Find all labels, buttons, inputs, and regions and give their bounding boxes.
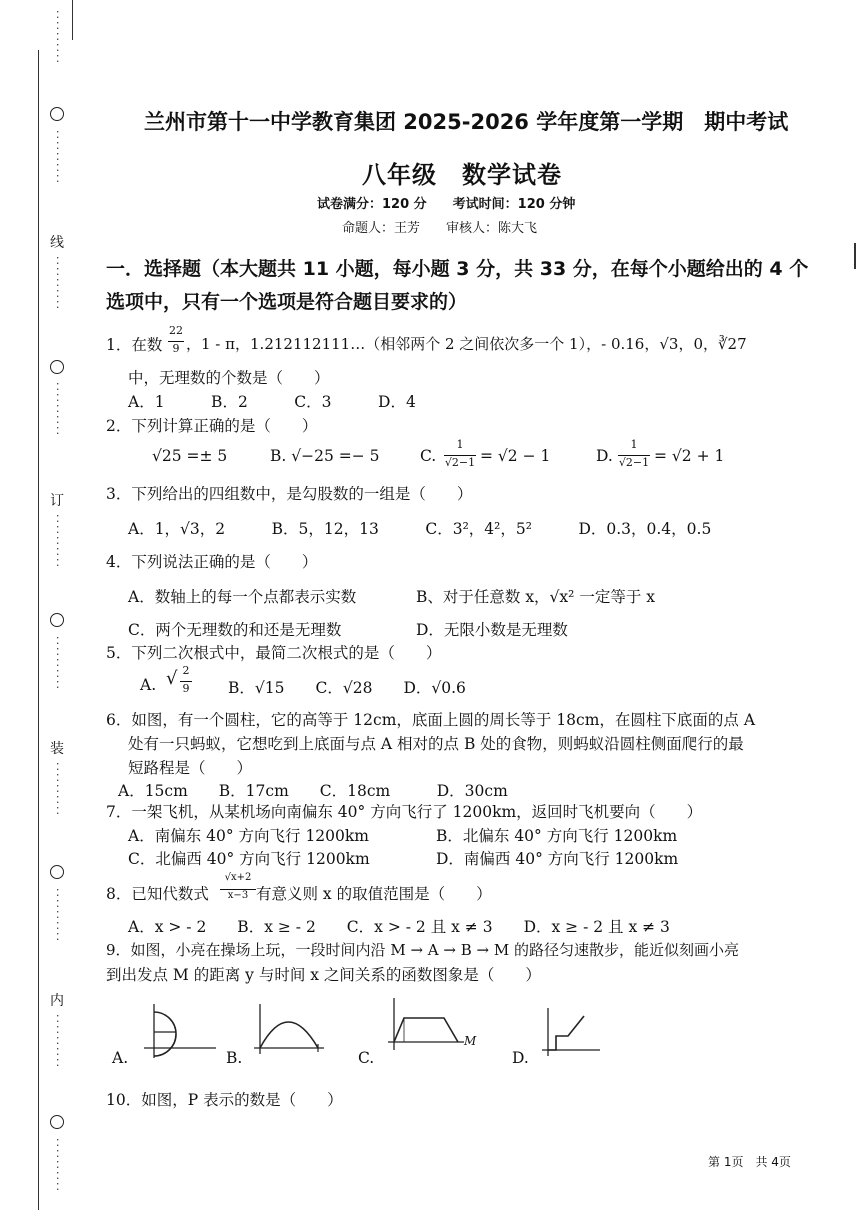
q7-stem: 7．一架飞机，从某机场向南偏东 40° 方向飞行了 1200km，返回时飞机要向（ ）	[106, 803, 703, 821]
q9-stem-2: 到出发点 M 的距离 y 与时间 x 之间关系的函数图象是（ ）	[106, 966, 541, 984]
q8-stem-a: 8．已知代数式	[106, 885, 209, 903]
q7-option-a: A．南偏东 40° 方向飞行 1200km	[128, 827, 369, 845]
q7-option-d: D．南偏西 40° 方向飞行 1200km	[436, 850, 679, 868]
q5-options: B．√15 C．√28 D．√0.6	[228, 679, 466, 697]
q9-graph-b	[248, 1000, 328, 1060]
q1-frac-den: 9	[168, 341, 184, 355]
binding-dots: ··········	[51, 762, 64, 817]
q1-options: A．1 B．2 C．3 D．4	[128, 393, 416, 411]
q9-graph-b-label: B.	[226, 1049, 243, 1067]
q2-option-a: √25 =± 5	[152, 447, 228, 465]
q9-graph-a-label: A.	[112, 1049, 129, 1067]
binding-dots: ··········	[51, 888, 64, 943]
q4-option-a: A．数轴上的每一个点都表示实数	[128, 588, 357, 606]
q6-stem-1: 6．如图，有一个圆柱，它的高等于 12cm，底面上圆的周长等于 18cm，在圆柱下底面的点 A	[106, 711, 756, 729]
q10-stem: 10．如图，P 表示的数是（ ）	[106, 1091, 343, 1109]
margin-char-nei: 内	[50, 993, 64, 1009]
binding-circle	[50, 360, 64, 374]
exam-subtitle: 八年级 数学试卷	[362, 161, 562, 189]
q8-options: A．x > - 2 B．x ≥ - 2 C．x > - 2 且 x ≠ 3 D．x ≥ - 2 且 x ≠ 3	[128, 918, 670, 936]
q2-option-d-expr: = √2 + 1	[654, 447, 725, 465]
exam-title: 兰州市第十一中学教育集团 2025-2026 学年度第一学期 期中考试	[144, 110, 789, 134]
q2-d-frac-den: √2−1	[618, 456, 650, 469]
q1-stem-a: 1．在数	[106, 336, 163, 354]
q9-graph-c-m-label: M	[464, 1034, 477, 1048]
binding-dots: ··········	[51, 514, 64, 569]
q5-option-a-label: A.	[140, 676, 157, 694]
q1-frac-num: 22	[169, 324, 183, 337]
q9-graph-c-label: C.	[358, 1049, 375, 1067]
q4-option-d: D．无限小数是无理数	[416, 621, 568, 639]
binding-circle	[50, 865, 64, 879]
exam-score-time: 试卷满分：120 分 考试时间：120 分钟	[317, 197, 576, 212]
binding-line-top	[72, 0, 73, 40]
q8-stem-b: 有意义则 x 的取值范围是（ ）	[256, 885, 492, 903]
q4-option-b: B、对于任意数 x，√x² 一定等于 x	[416, 588, 655, 606]
page-number: 第 1页 共 4页	[708, 1155, 791, 1169]
section-heading: 一．选择题（本大题共 11 小题，每小题 3 分，共 33 分，在每个小题给出的 4 个	[106, 258, 809, 280]
q7-option-b: B．北偏东 40° 方向飞行 1200km	[436, 827, 678, 845]
binding-circle	[50, 613, 64, 627]
q6-options: A．15cm B．17cm C．18cm D．30cm	[118, 782, 508, 800]
q2-option-c-label: C.	[420, 447, 437, 465]
q9-graph-a	[140, 1000, 220, 1064]
q1-stem-b: ，1 - π，1.212112111…（相邻两个 2 之间依次多一个 1），- 0.16，√3，0，∛27	[186, 335, 747, 353]
margin-char-ding: 订	[50, 493, 64, 509]
q8-frac-num: √x+2	[224, 872, 252, 883]
q2-d-frac-num: 1	[630, 438, 638, 451]
q5-stem: 5．下列二次根式中，最简二次根式的是（ ）	[106, 644, 442, 662]
q6-stem-3: 短路程是（ ）	[128, 759, 253, 777]
edge-mark	[854, 243, 856, 269]
q1-stem-cont: 中，无理数的个数是（ ）	[128, 369, 330, 387]
binding-dots: ··········	[51, 10, 64, 65]
q9-graph-c	[382, 996, 472, 1056]
q9-graph-d-label: D.	[512, 1049, 529, 1067]
q7-option-c: C．北偏西 40° 方向飞行 1200km	[128, 850, 370, 868]
margin-char-zhuang: 装	[50, 741, 64, 757]
binding-line	[38, 50, 39, 1210]
binding-dots: ··········	[51, 256, 64, 311]
q2-c-frac-num: 1	[456, 438, 464, 451]
q9-graph-d	[538, 1004, 606, 1060]
q2-stem: 2．下列计算正确的是（ ）	[106, 417, 318, 435]
margin-char-xian: 线	[50, 235, 64, 251]
q6-stem-2: 处有一只蚂蚁，它想吃到上底面与点 A 相对的点 B 处的食物，则蚂蚁沿圆柱侧面爬行的最	[128, 735, 744, 753]
q2-option-d-label: D.	[596, 447, 613, 465]
binding-dots: ··········	[51, 130, 64, 185]
binding-dots: ··········	[51, 636, 64, 691]
q4-stem: 4．下列说法正确的是（ ）	[106, 553, 318, 571]
exam-authors: 命题人：王芳 审核人：陈大飞	[342, 221, 538, 236]
q5-a-frac-num: 2	[182, 664, 190, 677]
section-heading-cont: 选项中，只有一个选项是符合题目要求的）	[106, 291, 468, 313]
q3-options: A．1，√3，2 B．5，12，13 C．3²，4²，5² D．0.3，0.4，0.5	[128, 520, 712, 538]
q2-option-b: B. √−25 =− 5	[270, 447, 380, 465]
binding-circle	[50, 107, 64, 121]
q2-option-c-expr: = √2 − 1	[480, 447, 551, 465]
binding-dots: ··········	[51, 1014, 64, 1069]
binding-dots: ··········	[51, 382, 64, 437]
q3-stem: 3．下列给出的四组数中，是勾股数的一组是（ ）	[106, 485, 473, 503]
q4-option-c: C．两个无理数的和还是无理数	[128, 621, 342, 639]
binding-circle	[50, 1115, 64, 1129]
q5-sqrt-sign: √	[166, 668, 178, 689]
q8-frac-den: x−3	[220, 889, 256, 901]
q9-stem-1: 9．如图，小亮在操场上玩，一段时间内沿 M → A → B → M 的路径匀速散步，能近似刻画小亮	[106, 941, 739, 959]
q2-c-frac-den: √2−1	[444, 456, 476, 469]
q5-a-frac-den: 9	[180, 681, 192, 695]
binding-dots: ··········	[51, 1138, 64, 1193]
